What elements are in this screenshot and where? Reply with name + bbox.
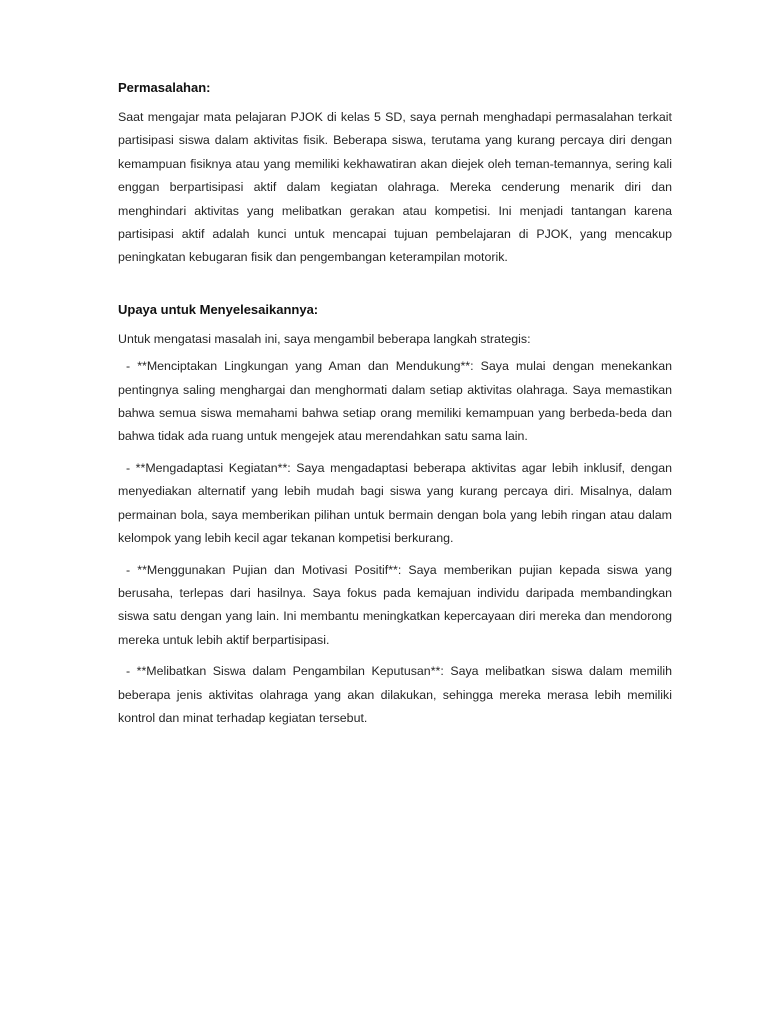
section-heading-permasalahan: Permasalahan: [118,80,211,95]
section-spacer [118,270,672,300]
document-content [118,78,672,738]
strategy-item-2: - **Mengadaptasi Kegiatan**: Saya mengadaptasi beberapa aktivitas agar lebih inklusif, dengan menyediakan alternatif yang lebih mudah bagi siswa yang kurang percaya diri. Misalnya, dalam permainan bola, saya memberikan pilihan untuk bermain dengan bola yang lebih ringan atau dalam kelompok yang lebih kecil agar tekanan kompetisi berkurang. [118,460,672,546]
strategy-item-3: - **Menggunakan Pujian dan Motivasi Positif**: Saya memberikan pujian kepada siswa yang berusaha, terlepas dari hasilnya. Saya fokus pada kemajuan individu daripada membandingkan siswa satu dengan yang lain. Ini membantu meningkatkan kepercayaan diri mereka dan mendorong mereka untuk lebih aktif berpartisipasi. [118,562,672,647]
section-heading-upaya: Upaya untuk Menyelesaikannya: [118,301,319,317]
solution-intro: Untuk mengatasi masalah ini, saya mengambil beberapa langkah strategis: [118,331,531,346]
strategy-item-1: - **Menciptakan Lingkungan yang Aman dan Mendukung**: Saya mulai dengan menekankan pentingnya saling menghargai dan menghormati dalam setiap aktivitas olahraga. Saya memastikan bahwa semua siswa memahami bahwa setiap orang memiliki kemampuan yang berbeda-beda dan bahwa tidak ada ruang untuk mengejek atau merendahkan satu sama lain. [118,359,672,444]
problem-paragraph: Saat mengajar mata pelajaran PJOK di kelas 5 SD, saya pernah menghadapi permasalahan terkait partisipasi siswa dalam aktivitas fisik. Beberapa siswa, terutama yang kurang percaya diri dengan kemampuan fisiknya atau yang memiliki kekhawatiran akan diejek oleh teman-temannya, sering kali enggan berpartisipasi aktif dalam kegiatan olahraga. Mereka cenderung menarik diri dan menghindari aktivitas yang melibatkan gerakan atau kompetisi. Ini menjadi tantangan karena partisipasi aktif adalah kunci untuk mencapai tujuan pembelajaran di PJOK, yang mencakup peningkatan kebugaran fisik dan pengembangan keterampilan motorik. [118,110,672,265]
strategy-item-4: - **Melibatkan Siswa dalam Pengambilan Keputusan**: Saya melibatkan siswa dalam memilih beberapa jenis aktivitas olahraga yang akan dilakukan, sehingga mereka merasa lebih memiliki kontrol dan minat terhadap kegiatan tersebut. [118,664,672,725]
